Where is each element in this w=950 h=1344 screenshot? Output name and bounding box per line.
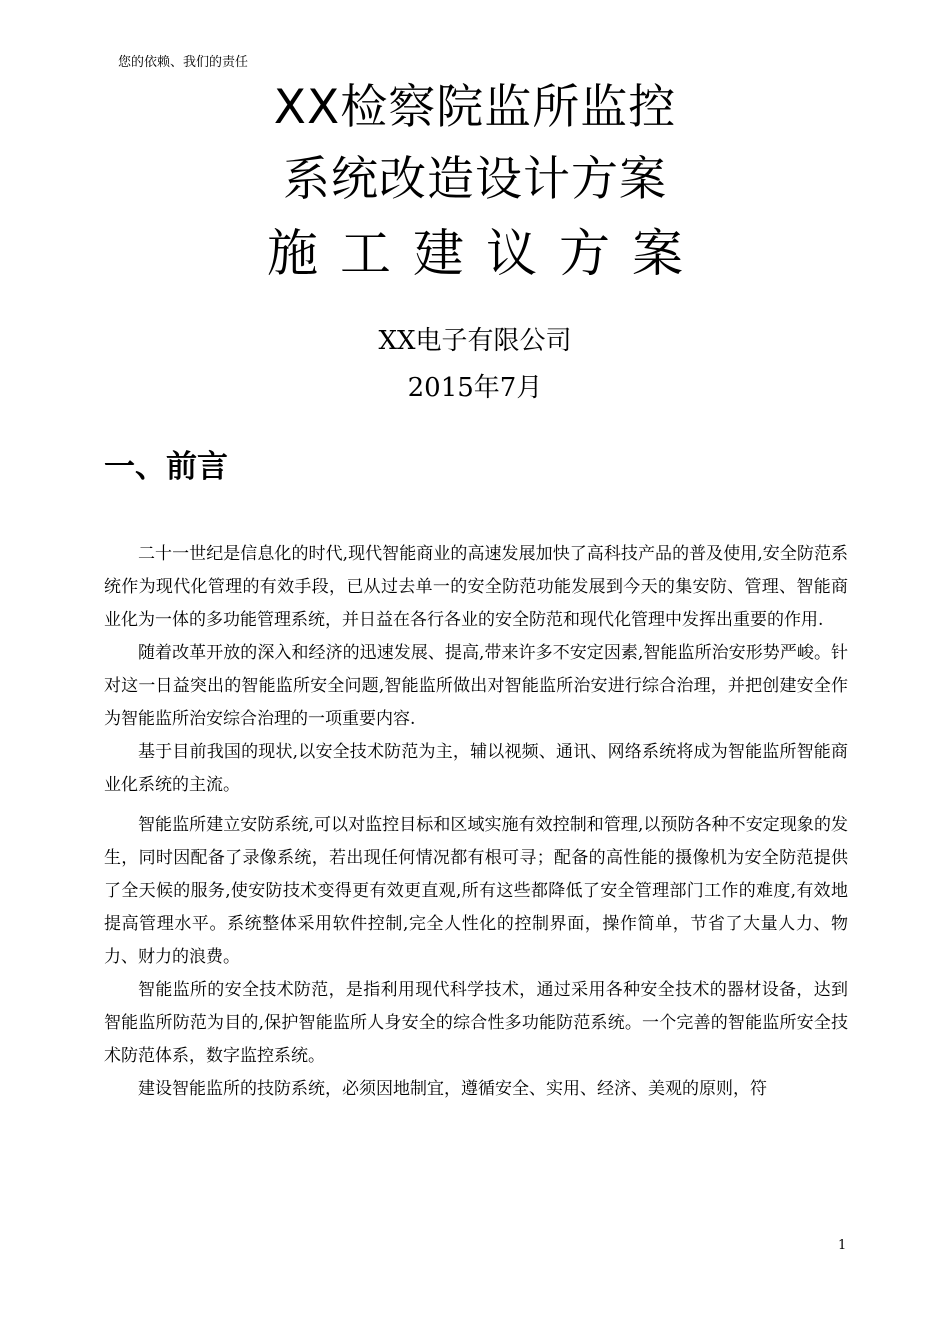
paragraph: 二十一世纪是信息化的时代,现代智能商业的高速发展加快了高科技产品的普及使用,安全防范系统作为现代化管理的有效手段，已从过去单一的安全防范功能发展到今天的集安防、管理、智能商业化为一体的多功能管理系统，并日益在各行各业的安全防范和现代化管理中发挥出重要的作用. xyxy=(104,544,848,630)
paragraph: 建设智能监所的技防系统，必须因地制宜，遵循安全、实用、经济、美观的原则，符 xyxy=(138,1079,767,1099)
paragraph: 随着改革开放的深入和经济的迅速发展、提高,带来许多不安定因素,智能监所治安形势严峻。针对这一日益突出的智能监所安全问题,智能监所做出对智能监所治安进行综合治理，并把创建安全作为智能监所治安综合治理的一项重要内容. xyxy=(104,643,848,729)
page-number: 1 xyxy=(838,1238,847,1253)
document-title-line-3: 施工建议方案 xyxy=(266,225,705,284)
section-body xyxy=(104,538,848,1106)
section-heading: 一、前言 xyxy=(104,449,228,485)
document-date: 2015年7月 xyxy=(407,373,543,403)
document-title-line-2: 系统改造设计方案 xyxy=(283,152,667,207)
paragraph: 智能监所的安全技术防范，是指利用现代科学技术，通过采用各种安全技术的器材设备，达到智能监所防范为目的,保护智能监所人身安全的综合性多功能防范系统。一个完善的智能监所安全技术防范体系，数字监控系统。 xyxy=(104,980,848,1066)
header-note: 您的依赖、我们的责任 xyxy=(118,55,249,70)
document-title-line-1: XX检察院监所监控 xyxy=(273,80,677,135)
paragraph: 智能监所建立安防系统,可以对监控目标和区域实施有效控制和管理,以预防各种不安定现象的发生，同时因配备了录像系统，若出现任何情况都有根可寻；配备的高性能的摄像机为安全防范提供了全天候的服务,使安防技术变得更有效更直观,所有这些都降低了安全管理部门工作的难度,有效地提高管理水平。系统整体采用软件控制,完全人性化的控制界面，操作简单，节省了大量人力、物力、财力的浪费。 xyxy=(104,815,848,967)
paragraph: 基于目前我国的现状,以安全技术防范为主，辅以视频、通讯、网络系统将成为智能监所智能商业化系统的主流。 xyxy=(104,742,848,795)
company-name: XX电子有限公司 xyxy=(378,326,572,356)
